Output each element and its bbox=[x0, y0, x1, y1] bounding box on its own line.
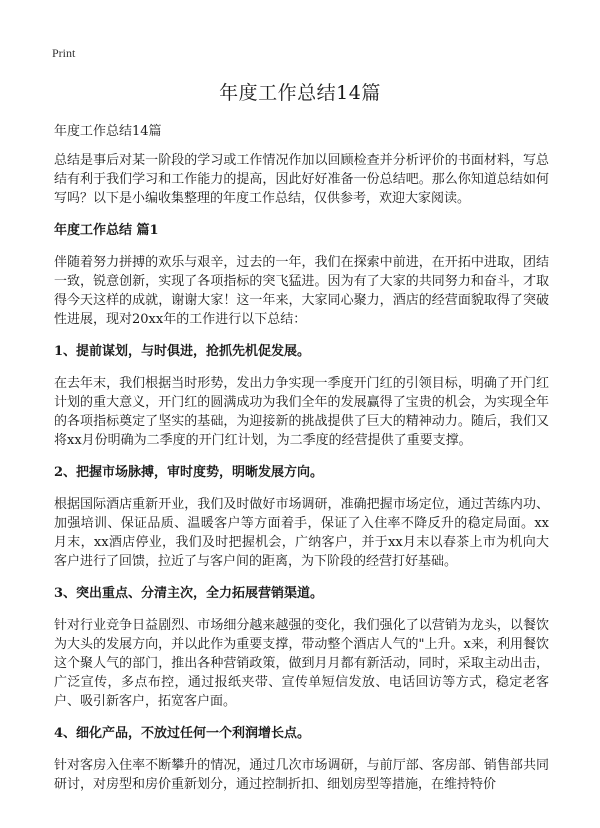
section-body-3: 针对行业竞争日益剧烈、市场细分越来越强的变化，我们强化了以营销为龙头，以餐饮为大头的发展方向，并以此作为重要支撑，带动整个酒店人气的"上升。x来，利用餐饮这个聚人气的部门，推出各种营销政策，做到月月都有新活动，同时，采取主动出击，广泛宣传，多点布控，通过报纸夹带、宣传单短信发放、电话回访等方式，稳定老客户、吸引新客户，拓宽客户面。 bbox=[54, 618, 549, 709]
article-intro-paragraph: 伴随着努力拼搏的欢乐与艰辛，过去的一年，我们在探索中前进，在开拓中进取，团结一致，锐意创新，实现了各项指标的突飞猛进。因为有了大家的共同努力和奋斗，才取得今天这样的成就，谢谢大家！这一年来，大家同心聚力，酒店的经营面貌取得了突破性进展，现对20xx年的工作进行以下总结： bbox=[54, 255, 549, 327]
section-heading-1: 1、提前谋划，与时俱进，抢抓先机促发展。 bbox=[54, 344, 311, 359]
document-subtitle: 年度工作总结14篇 bbox=[54, 124, 162, 139]
section-body-2: 根据国际酒店重新开业，我们及时做好市场调研，准确把握市场定位，通过苦练内功、加强培训、保证品质、温暖客户等方面着手，保证了入住率不降反升的稳定局面。xx月末，xx酒店停业，我们及时把握机会，广纳客户，并于xx月末以春茶上市为机向大客户进行了回馈，拉近了与客户间的距离，为下阶段的经营打好基础。 bbox=[54, 497, 549, 569]
section-body-4: 针对客房入住率不断攀升的情况，通过几次市场调研，与前厅部、客房部、销售部共同研讨，对房型和房价重新划分，通过控制折扣、细划房型等措施，在维持特价 bbox=[54, 758, 549, 792]
article-heading: 年度工作总结 篇1 bbox=[54, 223, 159, 238]
section-body-1: 在去年末，我们根据当时形势，发出力争实现一季度开门红的引领目标，明确了开门红计划的重大意义，开门红的圆满成功为我们全年的发展赢得了宝贵的机会，为实现全年的各项指标奠定了坚实的基础，为迎接新的挑战提供了巨大的精神动力。随后，我们又将xx月份明确为二季度的开门红计划，为二季度的经营提供了重要支撑。 bbox=[54, 376, 549, 448]
section-heading-4: 4、细化产品，不放过任何一个利润增长点。 bbox=[54, 726, 311, 741]
section-heading-3: 3、突出重点、分清主次，全力拓展营销渠道。 bbox=[54, 586, 324, 601]
page-title: 年度工作总结14篇 bbox=[219, 82, 381, 104]
document-body bbox=[54, 122, 549, 807]
print-link[interactable]: Print bbox=[52, 46, 76, 60]
intro-paragraph: 总结是事后对某一阶段的学习或工作情况作加以回顾检查并分析评价的书面材料，写总结有利于我们学习和工作能力的提高，因此好好准备一份总结吧。那么你知道总结如何写吗？以下是小编收集整理的年度工作总结，仅供参考，欢迎大家阅读。 bbox=[54, 153, 549, 206]
section-heading-2: 2、把握市场脉搏，审时度势，明晰发展方向。 bbox=[54, 465, 324, 480]
